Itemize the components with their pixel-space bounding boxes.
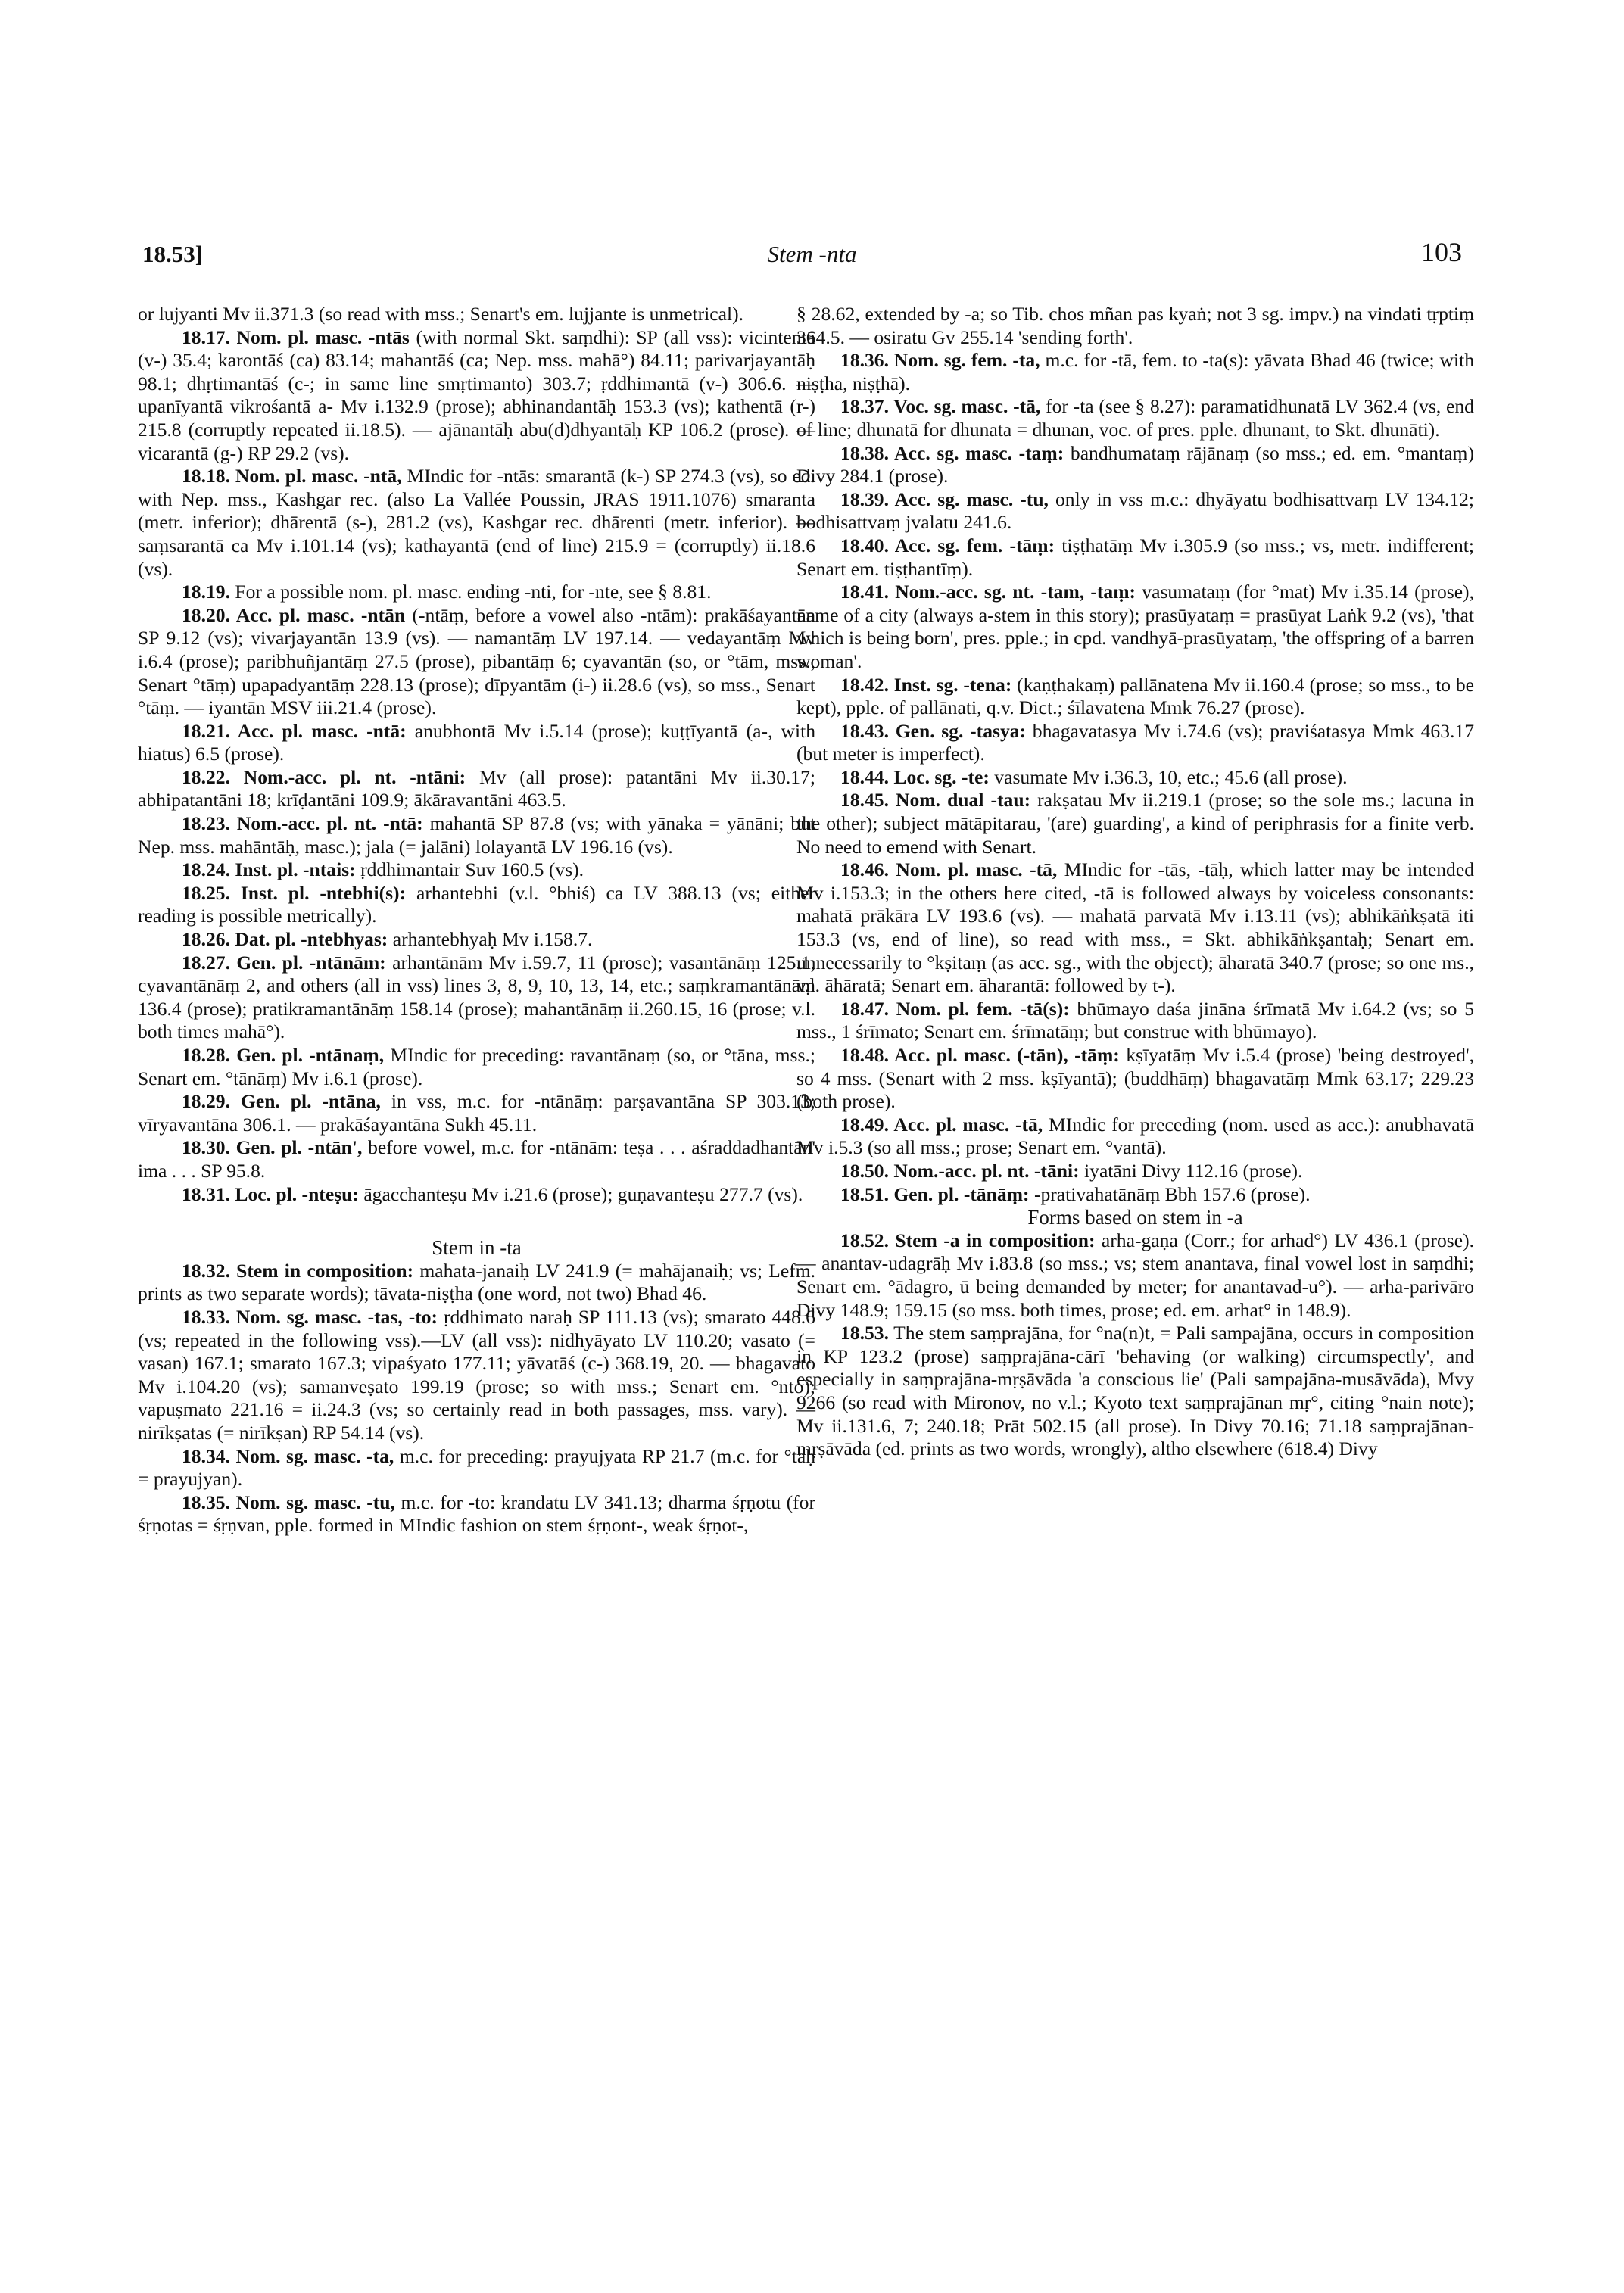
entry-18-48 — [796, 1044, 1474, 1114]
entry-18-39 — [796, 488, 1474, 534]
entry-text: mahantā SP 87.8 (vs; with yānaka = yānāni; but Nep. mss. mahāntāḥ, masc.); jala (= jalāni) lolayantā LV 196.16 (vs). — [138, 812, 815, 858]
entry-18-43 — [796, 720, 1474, 766]
entry-heading: 18.40. Acc. sg. fem. -tāṃ: — [840, 534, 1055, 556]
entry-text: MIndic for -ntās: smarantā (k-) SP 274.3 (vs), so ed. with Nep. mss., Kashgar rec. (also La Vallée Poussin, JRAS 1911.1076) smaranta (metr. inferior); dhārentā (s-), 281.2 (vs), Kashgar rec. dhārenti (metr. inferior). — saṃsarantā ca Mv i.101.14 (vs); kathayantā (end of line) 215.9 = (corruptly) ii.18.6 (vs). — [138, 465, 815, 580]
entry-18-18 — [138, 465, 815, 581]
entry-text: bhūmayo daśa jināna śrīmatā Mv i.64.2 (vs; so 5 mss., 1 śrīmato; Senart em. śrīmatāṃ; but construe with bhūmayo). — [796, 997, 1474, 1043]
entry-text: The stem saṃprajāna, for °na(n)t, = Pali sampajāna, occurs in composition in KP 123.2 (prose) saṃprajāna-cārī 'behaving (or walking) circumspectly', and especially in saṃprajāna-mṛṣāvāda 'a conscious lie' (Pali sampajāna-musāvāda), Mvy 9266 (so read with Mironov, no v.l.; Kyoto text saṃprajānan mṛ°, citing °nain note); Mv ii.131.6, 7; 240.18; Prāt 502.15 (all prose). In Divy 70.16; 71.18 saṃprajānan-mṛṣāvāda (ed. prints as two words, wrongly), altho elsewhere (618.4) Divy — [796, 1322, 1474, 1460]
entry-heading: 18.25. Inst. pl. -ntebhi(s): — [182, 881, 407, 904]
entry-heading: 18.42. Inst. sg. -tena: — [840, 673, 1012, 696]
entry-18-50 — [796, 1160, 1474, 1183]
entry-heading: 18.49. Acc. pl. masc. -tā, — [840, 1113, 1043, 1136]
entry-18-23 — [138, 812, 815, 858]
entry-heading: 18.34. Nom. sg. masc. -ta, — [182, 1444, 394, 1467]
paragraph-continued: or lujyanti Mv ii.371.3 (so read with mss.; Senart's em. lujjante is unmetrical). — [138, 303, 744, 325]
entry-18-44 — [796, 766, 1474, 790]
entry-heading: 18.45. Nom. dual -tau: — [840, 789, 1031, 812]
entry-18-22 — [138, 766, 815, 812]
entry-text: iyatāni Divy 112.16 (prose). — [1084, 1159, 1303, 1182]
entry-text: kṣīyatāṃ Mv i.5.4 (prose) 'being destroyed', so 4 mss. (Senart with 2 mss. kṣīyantā); (buddhāṃ) bhagavatāṃ Mmk 63.17; 229.23 (both prose). — [796, 1044, 1474, 1113]
entry-text: m.c. for preceding: prayujyata RP 21.7 (m.c. for °taḥ = prayujyan). — [138, 1444, 815, 1491]
entry-text: (kaṇṭhakaṃ) pallānatena Mv ii.160.4 (prose; so mss., to be kept), pple. of pallānati, q.v. Dict.; śīlavatena Mmk 76.27 (prose). — [796, 673, 1474, 719]
entry-18-38 — [796, 442, 1474, 488]
entry-heading: 18.41. Nom.-acc. sg. nt. -tam, -taṃ: — [840, 581, 1136, 603]
entry-heading: 18.51. Gen. pl. -tānāṃ: — [840, 1182, 1030, 1205]
entry-text: arha-gaṇa (Corr.; for arhad°) LV 436.1 (prose). — anantav-udagrāḥ Mv i.83.8 (so mss.; vs; stem anantava, final vowel lost in saṃdhi; Senart em. °ādagro, ū being demanded by meter; for anantavad-u°). — arha-parivāro Divy 148.9; 159.15 (so mss. both times, prose; ed. em. arhat° in 148.9). — [796, 1229, 1474, 1321]
right-column — [796, 303, 1474, 1461]
entry-text: arhantānām Mv i.59.7, 11 (prose); vasantānāṃ 125.1, cyavantānāṃ 2, and others (all in vss) lines 3, 8, 9, 10, 13, 14, etc.; saṃkramantānāṃ 136.4 (prose); pratikramantānāṃ 158.14 (prose); mahantānāṃ ii.260.15, 16 (prose; v.l. both times mahā°). — [138, 951, 815, 1043]
running-head-title: Stem -nta — [767, 241, 857, 267]
entry-text: anubhontā Mv i.5.14 (prose); kuṭṭīyantā (a-, with hiatus) 6.5 (prose). — [138, 719, 815, 765]
entry-18-27 — [138, 952, 815, 1044]
left-column — [138, 303, 815, 1537]
paragraph-continued: § 28.62, extended by -a; so Tib. chos mñan pas kyaṅ; not 3 sg. impv.) na vindati tṛptiṃ 364.5. — osiratu Gv 255.14 'sending forth'. — [796, 303, 1474, 348]
entry-heading: 18.46. Nom. pl. masc. -tā, — [840, 858, 1058, 881]
entry-18-34 — [138, 1445, 815, 1491]
entry-18-17 — [138, 326, 815, 466]
entry-18-40 — [796, 534, 1474, 581]
entry-text: (-ntāṃ, before a vowel also -ntām): prakāśayantān SP 9.12 (vs); vivarjayantān 13.9 (vs). — namantāṃ LV 197.14. — vedayantāṃ Mv i.6.4 (prose); paribhuñjantāṃ 27.5 (prose), pibantāṃ 6; cyavantān (so, or °tām, mss., Senart °tāṃ) upapadyantāṃ 228.13 (prose); dīpyantām (i-) ii.28.6 (vs), so mss., Senart °tāṃ. — iyantān MSV iii.21.4 (prose). — [138, 603, 816, 719]
entry-text: mahata-janaiḥ LV 241.9 (= mahājanaiḥ; vs; Lefm. prints as two separate words); tāvata-niṣṭha (one word, not two) Bhad 46. — [138, 1259, 816, 1305]
entry-heading: 18.26. Dat. pl. -ntebhyas: — [182, 928, 388, 951]
entry-heading: 18.24. Inst. pl. -ntais: — [182, 858, 356, 881]
entry-heading: 18.37. Voc. sg. masc. -tā, — [840, 395, 1041, 418]
entry-heading: 18.47. Nom. pl. fem. -tā(s): — [840, 997, 1070, 1020]
entry-18-41 — [796, 581, 1474, 673]
entry-text: For a possible nom. pl. masc. ending -nti, for -nte, see § 8.81. — [235, 581, 712, 603]
entry-heading: 18.38. Acc. sg. masc. -taṃ: — [840, 441, 1064, 464]
entry-text: ṛddhimato naraḥ SP 111.13 (vs); smarato 448.6 (vs; repeated in the following vss).—LV (all vss): nidhyāyato LV 110.20; vasato (= vasan) 167.1; smarato 167.3; vipaśyato 177.11; yāvatāś (c-) 368.19, 20. — bhagavato Mv i.104.20 (vs); samanveṣato 199.19 (prose; so with mss.; Senart em. °nto); vapuṣmato 221.16 = ii.24.3 (vs; so certainly read in both passages, mss. vary). — nirīkṣatas (= nirīkṣan) RP 54.14 (vs). — [138, 1305, 815, 1444]
entry-heading: 18.20. Acc. pl. masc. -ntān — [182, 603, 406, 626]
entry-heading: 18.23. Nom.-acc. pl. nt. -ntā: — [182, 812, 423, 835]
entry-text: before vowel, m.c. for -ntānām: teṣa . . . aśraddadhantān' ima . . . SP 95.8. — [138, 1136, 815, 1182]
entry-text: (with normal Skt. saṃdhi): SP (all vss): vicintentā (v-) 35.4; karontāś (ca) 83.14; mahantāś (ca; Nep. mss. mahā°) 84.11; parivarjayantāḥ 98.1; dhṛtimantāś (c-; in same line smṛtimanto) 303.7; ṛddhimantā (v-) 306.6. — upanīyantā vikrośantā a- Mv i.132.9 (prose); abhinandantāḥ 153.3 (vs); kathentā (r-) 215.8 (corruptly repeated ii.18.5). — ajānantāḥ abu(d)dhyantāḥ KP 106.2 (prose). — vicarantā (g-) RP 29.2 (vs). — [138, 326, 815, 464]
entry-text: ṛddhimantair Suv 160.5 (vs). — [360, 858, 584, 881]
entry-18-47 — [796, 998, 1474, 1044]
entry-heading: 18.35. Nom. sg. masc. -tu, — [182, 1491, 395, 1513]
entry-text: bhagavatasya Mv i.74.6 (vs); praviśatasya Mmk 463.17 (but meter is imperfect). — [796, 719, 1474, 765]
entry-18-49 — [796, 1114, 1474, 1160]
entry-text: Mv (all prose): patantāni Mv ii.30.17; abhipatantāni 18; krīḍantāni 109.9; ākāravantāni 463.5. — [138, 765, 815, 812]
entry-18-33 — [138, 1306, 815, 1445]
entry-heading: 18.43. Gen. sg. -tasya: — [840, 719, 1027, 742]
entry-heading: 18.19. — [182, 581, 230, 603]
entry-18-29 — [138, 1090, 815, 1136]
entry-18-45 — [796, 789, 1474, 858]
section-heading: Forms based on stem in -a — [1027, 1206, 1243, 1229]
entry-18-24 — [138, 858, 815, 882]
entry-heading: 18.31. Loc. pl. -nteṣu: — [182, 1182, 359, 1205]
entry-text: tiṣṭhatāṃ Mv i.305.9 (so mss.; vs, metr. indifferent; Senart em. tiṣṭhantīṃ). — [796, 534, 1474, 580]
section-heading: Stem in -ta — [432, 1236, 522, 1260]
entry-heading: 18.18. Nom. pl. masc. -ntā, — [182, 465, 402, 488]
page-number: 103 — [1421, 237, 1462, 267]
entry-18-46 — [796, 858, 1474, 998]
entry-18-52 — [796, 1229, 1474, 1322]
entry-text: arhantebhi (v.l. °bhiś) ca LV 388.13 (vs; either reading is possible metrically). — [138, 881, 815, 927]
entry-text: vasumate Mv i.36.3, 10, etc.; 45.6 (all prose). — [994, 765, 1348, 788]
entry-18-51 — [796, 1183, 1474, 1207]
entry-18-20 — [138, 604, 815, 720]
entry-text: m.c. for -to: krandatu LV 341.13; dharma śṛṇotu (for śṛṇotas = śṛṇvan, pple. formed in MIndic fashion on stem śṛṇont-, weak śṛṇot-, — [138, 1491, 815, 1537]
entry-heading: 18.53. — [840, 1322, 889, 1344]
entry-18-53 — [796, 1322, 1474, 1461]
entry-heading: 18.27. Gen. pl. -ntānām: — [182, 951, 386, 974]
entry-text: for -ta (see § 8.27): paramatidhunatā LV 362.4 (vs, end of line; dhunatā for dhunata = dhunan, voc. of pres. pple. dhunant, to Skt. dhunāti). — [796, 395, 1474, 441]
entry-heading: 18.36. Nom. sg. fem. -ta, — [840, 349, 1040, 372]
entry-heading: 18.30. Gen. pl. -ntān', — [182, 1136, 363, 1159]
entry-heading: 18.28. Gen. pl. -ntānaṃ, — [182, 1044, 385, 1066]
entry-18-36 — [796, 349, 1474, 395]
entry-18-26 — [138, 928, 815, 952]
entry-18-35 — [138, 1491, 815, 1537]
entry-18-37 — [796, 395, 1474, 441]
entry-18-21 — [138, 720, 815, 766]
entry-text: MIndic for preceding: ravantānaṃ (so, or °tāna, mss.; Senart em. °tānāṃ) Mv i.6.1 (prose). — [138, 1044, 815, 1089]
entry-18-32 — [138, 1260, 815, 1306]
entry-heading: 18.21. Acc. pl. masc. -ntā: — [182, 719, 407, 742]
entry-text: only in vss m.c.: dhyāyatu bodhisattvaṃ LV 134.12; bodhisattvaṃ jvalatu 241.6. — [796, 488, 1474, 534]
entry-text: in vss, m.c. for -ntānāṃ: parṣavantāna SP 303.13; vīryavantāna 306.1. — prakāśayantāna Sukh 45.11. — [138, 1090, 815, 1136]
entry-text: vasumataṃ (for °mat) Mv i.35.14 (prose), name of a city (always a-stem in this story); prasūyataṃ = prasūyat Laṅk 9.2 (vs), 'that which is being born', pres. pple.; in cpd. vandhyā-prasūyataṃ, 'the offspring of a barren woman'. — [796, 581, 1474, 672]
entry-18-25 — [138, 882, 815, 928]
entry-text: āgacchanteṣu Mv i.21.6 (prose); guṇavanteṣu 277.7 (vs). — [363, 1182, 803, 1205]
entry-heading: 18.29. Gen. pl. -ntāna, — [182, 1090, 381, 1113]
entry-heading: 18.32. Stem in composition: — [182, 1259, 414, 1282]
entry-18-42 — [796, 674, 1474, 720]
entry-heading: 18.52. Stem -a in composition: — [840, 1229, 1096, 1251]
entry-text: m.c. for -tā, fem. to -ta(s): yāvata Bhad 46 (twice; with niṣṭha, niṣṭhā). — [796, 349, 1474, 394]
entry-text: rakṣatau Mv ii.219.1 (prose; so the sole ms.; lacuna in the other); subject mātāpitarau, '(are) guarding', a kind of periphrasis for a finite verb. No need to emend with Senart. — [796, 789, 1474, 858]
entry-heading: 18.50. Nom.-acc. pl. nt. -tāni: — [840, 1159, 1080, 1182]
entry-heading: 18.22. Nom.-acc. pl. nt. -ntāni: — [182, 765, 466, 788]
entry-text: MIndic for -tās, -tāḥ, which latter may be intended Mv i.153.3; in the others here cited, -tā is followed always by voiceless consonants: mahatā prākāra LV 193.6 (vs). — mahatā parvatā Mv i.13.11 (vs); abhikāṅkṣatā iti 153.3 (vs, end of line), so read with mss., = Skt. abhikāṅkṣantaḥ; Senart em. unnecessarily to °kṣitaṃ (as acc. sg., with the object); āharatā 340.7 (prose; so one ms., v.l. āhāratā; Senart em. āharantā: followed by t-). — [796, 858, 1474, 997]
entry-text: bandhumataṃ rājānaṃ (so mss.; ed. em. °mantaṃ) Divy 284.1 (prose). — [796, 441, 1474, 488]
entry-heading: 18.44. Loc. sg. -te: — [840, 765, 990, 788]
entry-heading: 18.17. Nom. pl. masc. -ntās — [182, 326, 410, 348]
entry-heading: 18.39. Acc. sg. masc. -tu, — [840, 488, 1049, 510]
entry-text: -prativahatānāṃ Bbh 157.6 (prose). — [1033, 1182, 1311, 1205]
entry-heading: 18.48. Acc. pl. masc. (-tān), -tāṃ: — [840, 1044, 1120, 1066]
entry-18-19 — [138, 581, 815, 604]
running-head-section: 18.53] — [142, 241, 204, 267]
entry-text: MIndic for preceding (nom. used as acc.): anubhavatā Mv i.5.3 (so all mss.; prose; Senart em. °vantā). — [796, 1113, 1475, 1159]
entry-text: arhantebhyaḥ Mv i.158.7. — [392, 928, 593, 951]
entry-18-30 — [138, 1136, 815, 1182]
entry-18-31 — [138, 1183, 815, 1207]
entry-heading: 18.33. Nom. sg. masc. -tas, -to: — [182, 1305, 438, 1328]
entry-18-28 — [138, 1044, 815, 1090]
